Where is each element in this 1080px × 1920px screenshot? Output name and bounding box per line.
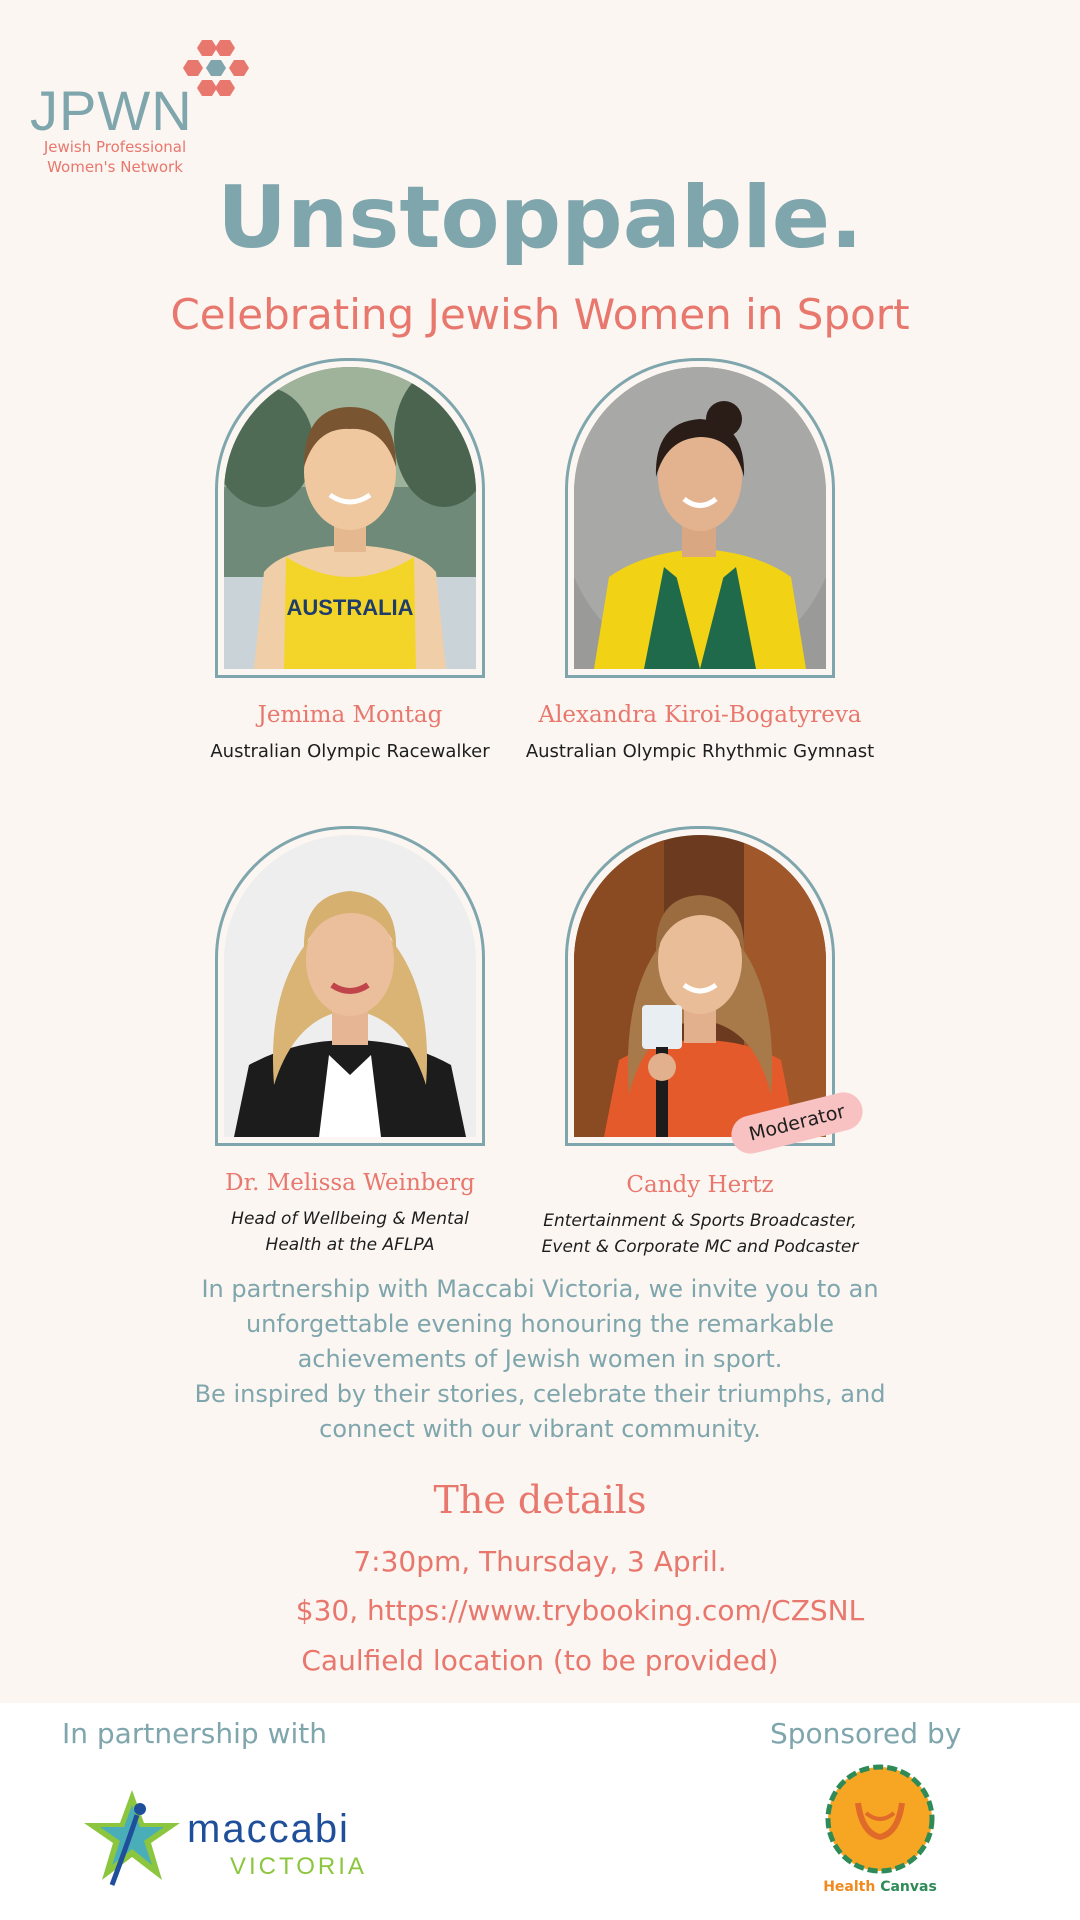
intro-line: In partnership with Maccabi Victoria, we invite you to an — [201, 1275, 879, 1303]
maccabi-star-icon — [82, 1785, 182, 1895]
event-location: Caulfield location (to be provided) — [301, 1644, 779, 1677]
speaker-role: Australian Olympic Racewalker — [210, 741, 490, 762]
intro-line: unforgettable evening honouring the remarkable — [245, 1310, 835, 1338]
logo-wordmark: JPWN — [30, 79, 193, 142]
speaker-role-line2: Health at the AFLPA — [265, 1235, 435, 1255]
sponsor-label: Sponsored by — [770, 1717, 962, 1750]
details-heading: The details — [433, 1478, 647, 1522]
intro-line: connect with our vibrant community. — [319, 1415, 761, 1443]
logo-subtitle-line2: Women's Network — [47, 158, 183, 176]
speaker-photo-frame — [565, 826, 835, 1146]
logo-subtitle-line1: Jewish Professional — [43, 138, 187, 156]
speaker-role: Australian Olympic Rhythmic Gymnast — [525, 741, 875, 762]
health-canvas-emblem-icon — [824, 1763, 936, 1875]
intro-line: Be inspired by their stories, celebrate their triumphs, and — [194, 1380, 886, 1408]
speaker-photo-frame — [215, 826, 485, 1146]
intro-line: achievements of Jewish women in sport. — [297, 1345, 783, 1373]
health-canvas-wordmark — [816, 1879, 944, 1895]
canvas-word: Canvas — [880, 1879, 937, 1895]
speaker-name: Alexandra Kiroi-Bogatyreva — [538, 702, 862, 728]
speaker-photo-alexandra — [574, 367, 826, 669]
speaker-photo-candy — [574, 835, 826, 1137]
booking-link[interactable]: $30, https://www.trybooking.com/CZSNL — [295, 1594, 865, 1627]
speaker-name: Jemima Montag — [257, 702, 443, 728]
page-title: Unstoppable. — [217, 168, 863, 268]
speaker-role-line1: Head of Wellbeing & Mental — [231, 1209, 469, 1229]
page-subtitle: Celebrating Jewish Women in Sport — [170, 290, 910, 339]
speaker-name: Dr. Melissa Weinberg — [225, 1170, 475, 1196]
speaker-role — [480, 1208, 920, 1260]
speaker-name: Candy Hertz — [626, 1172, 774, 1198]
maccabi-victoria-logo[interactable] — [82, 1785, 367, 1895]
speaker-role-line2: Event & Corporate MC and Podcaster — [541, 1237, 859, 1257]
speaker-photo-frame — [565, 358, 835, 678]
maccabi-wordmark: maccabi — [187, 1807, 350, 1851]
moderator-badge: Moderator — [727, 1088, 866, 1157]
health-canvas-logo[interactable] — [820, 1763, 940, 1903]
health-word: Health — [823, 1879, 876, 1895]
speaker-photo-jemima — [224, 367, 476, 669]
jersey-text: AUSTRALIA — [286, 595, 414, 620]
speaker-role-line1: Entertainment & Sports Broadcaster, — [543, 1211, 857, 1231]
footer — [0, 1703, 1080, 1920]
partner-label: In partnership with — [62, 1717, 328, 1750]
event-time: 7:30pm, Thursday, 3 April. — [353, 1545, 727, 1578]
speaker-photo-melissa — [224, 835, 476, 1137]
victoria-wordmark: VICTORIA — [230, 1853, 367, 1880]
intro-paragraph — [0, 1272, 1080, 1447]
speaker-photo-frame — [215, 358, 485, 678]
